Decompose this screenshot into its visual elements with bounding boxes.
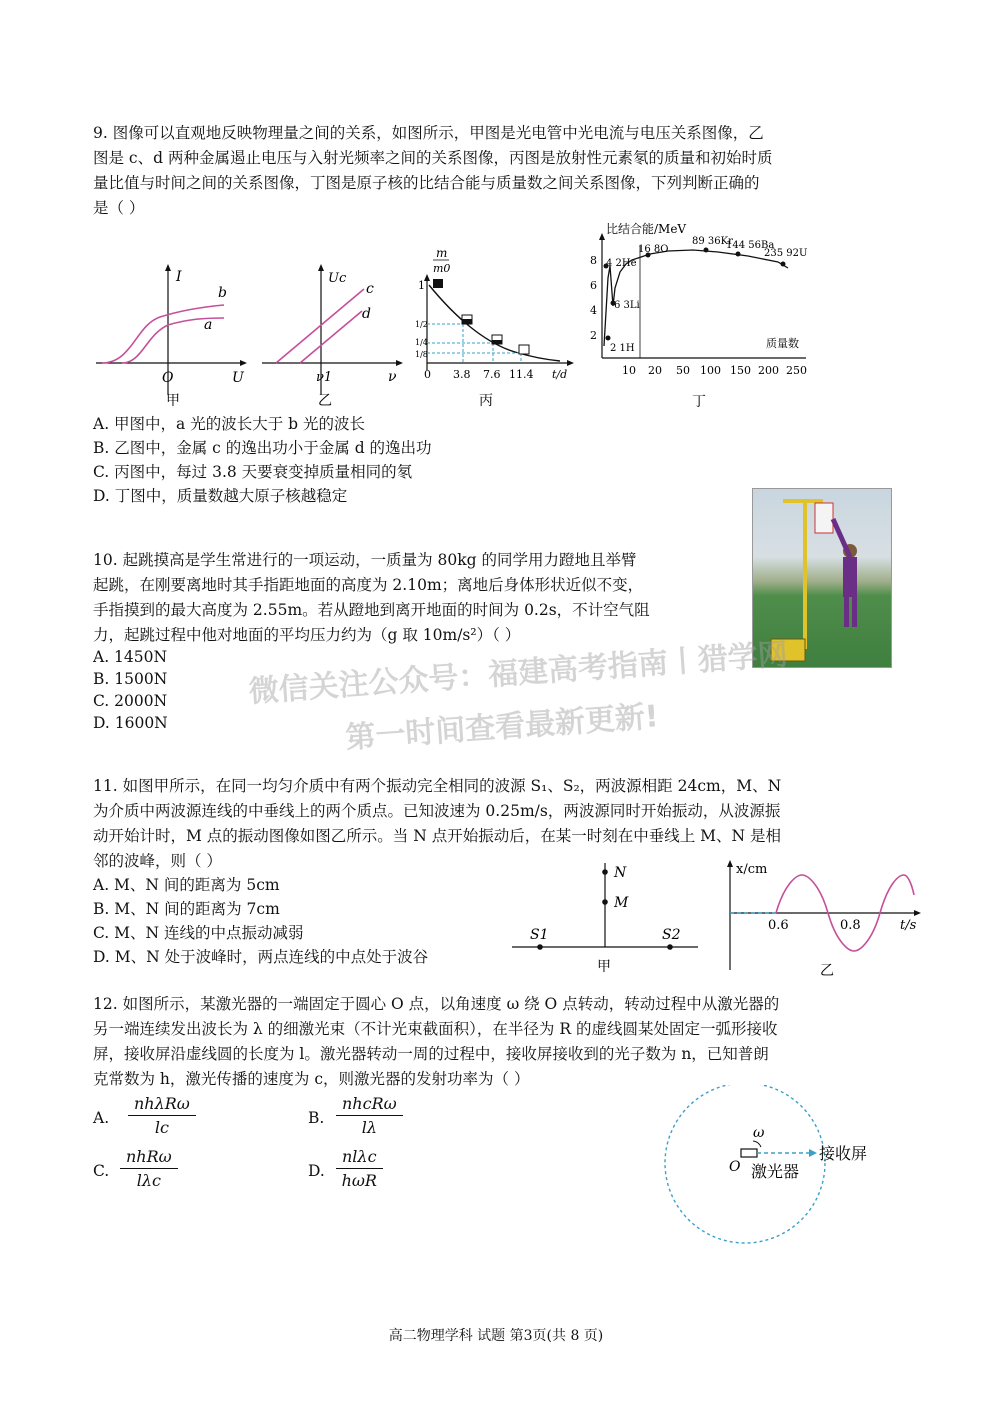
q10-line: 手指摸到的最大高度为 2.55m。若从蹬地到离开地面的时间为 0.2s，不计空气阻 bbox=[93, 601, 650, 619]
q9-figure-yi bbox=[258, 255, 408, 410]
q9-line: 量比值与时间之间的关系图像，丁图是原子核的比结合能与质量数之间关系图像，下列判断正确的 bbox=[93, 174, 760, 192]
wave-source-s2: S2 bbox=[662, 927, 681, 943]
q12-option-c-label: C. bbox=[93, 1162, 110, 1180]
q10-option-c: C. 2000N bbox=[93, 692, 168, 710]
ding-y-tick: 4 bbox=[590, 304, 597, 317]
laser-label: 激光器 bbox=[751, 1162, 800, 1181]
bing-x-tick: 3.8 bbox=[453, 368, 471, 381]
ding-y-tick: 6 bbox=[590, 279, 597, 292]
ding-nuclide: 89 36Kr bbox=[692, 236, 733, 247]
ding-x-tick: 250 bbox=[786, 364, 807, 377]
bing-y1: 1 bbox=[418, 279, 425, 292]
q11-figure-yi bbox=[718, 855, 923, 980]
yi-y-label: Uc bbox=[328, 271, 347, 286]
jia-x-label: U bbox=[232, 370, 244, 386]
jia-origin: O bbox=[162, 370, 174, 386]
q11-option-a: A. M、N 间的距离为 5cm bbox=[93, 876, 280, 894]
yi-line-c: c bbox=[366, 281, 374, 297]
q11-yi-t1: 0.6 bbox=[768, 918, 789, 933]
ding-nuclide: 4 2He bbox=[606, 258, 637, 269]
q11-yi-caption: 乙 bbox=[820, 963, 834, 979]
yi-v1: ν1 bbox=[316, 370, 333, 385]
q12-line: 12. 如图所示，某激光器的一端固定于圆心 O 点，以角速度 ω 绕 O 点转动，转动过程中从激光器的 bbox=[93, 995, 780, 1013]
ding-y-tick: 8 bbox=[590, 254, 597, 267]
bing-y-den: m0 bbox=[433, 262, 451, 275]
wave-point-m: M bbox=[614, 895, 629, 911]
bing-y-eighth: 1/8 bbox=[415, 350, 428, 359]
q12-laser-figure bbox=[655, 1085, 895, 1260]
ding-nuclide: 16 8O bbox=[638, 244, 669, 255]
q12-line: 克常数为 h，激光传播的速度为 c，则激光器的发射功率为（ ） bbox=[93, 1070, 530, 1088]
ding-nuclide: 2 1H bbox=[610, 343, 635, 354]
q9-figure-bing bbox=[415, 245, 580, 410]
q10-option-a: A. 1450N bbox=[93, 648, 168, 666]
q12-option-c-fraction: nhRω lλc bbox=[120, 1147, 178, 1190]
q12-option-a-fraction: nhλRω lc bbox=[128, 1094, 196, 1137]
center-label: O bbox=[729, 1159, 741, 1175]
screen-label: 接收屏 bbox=[819, 1144, 868, 1163]
ding-nuclide: 235 92U bbox=[764, 248, 808, 259]
q12-line: 屏，接收屏沿虚线圆的长度为 l。激光器转动一周的过程中，接收屏接收到的光子数为 n，已知普朗 bbox=[93, 1045, 769, 1063]
q12-option-d-fraction: nlλc hωR bbox=[336, 1147, 383, 1190]
q9-option-a: A. 甲图中，a 光的波长大于 b 光的波长 bbox=[93, 415, 365, 433]
wave-source-s1: S1 bbox=[530, 927, 549, 943]
laser-icon bbox=[741, 1149, 757, 1157]
q9-option-b: B. 乙图中，金属 c 的逸出功小于金属 d 的逸出功 bbox=[93, 439, 432, 457]
ding-x-label: 质量数 bbox=[766, 337, 799, 350]
q11-line: 动开始计时，M 点的振动图像如图乙所示。当 N 点开始振动后，在某一时刻在中垂线上 M、N 是相 bbox=[93, 827, 782, 845]
yi-line-d: d bbox=[362, 306, 371, 322]
q11-line: 11. 如图甲所示，在同一均匀介质中有两个振动完全相同的波源 S₁、S₂，两波源相距 24cm，M、N bbox=[93, 777, 782, 795]
bing-x-label: t/d bbox=[552, 368, 568, 381]
page-footer: 高二物理学科 试题 第3页(共 8 页) bbox=[388, 1328, 604, 1344]
watermark-line1: 微信关注公众号：福建高考指南丨猎学网 bbox=[247, 637, 789, 710]
ding-nuclide: 144 56Ba bbox=[726, 240, 775, 251]
q11-figure-jia bbox=[508, 855, 703, 975]
q9-figure-ding bbox=[588, 218, 813, 413]
bing-y-half: 1/2 bbox=[415, 320, 428, 329]
ding-x-tick: 20 bbox=[648, 364, 662, 377]
ding-x-tick: 10 bbox=[622, 364, 636, 377]
jia-curve-a: a bbox=[204, 317, 213, 333]
q11-option-c: C. M、N 连线的中点振动减弱 bbox=[93, 924, 304, 942]
q10-line: 起跳，在刚要离地时其手指距地面的高度为 2.10m；离地后身体形状近似不变， bbox=[93, 576, 644, 594]
bing-x-tick: 0 bbox=[424, 368, 431, 381]
dashed-circle bbox=[665, 1085, 825, 1243]
ding-x-tick: 100 bbox=[700, 364, 721, 377]
q9-line: 9. 图像可以直观地反映物理量之间的关系，如图所示，甲图是光电管中光电流与电压关系图像，乙 bbox=[93, 124, 764, 142]
q11-line: 邻的波峰，则（ ） bbox=[93, 852, 222, 870]
ding-x-tick: 200 bbox=[758, 364, 779, 377]
ding-y-label: 比结合能/MeV bbox=[606, 222, 687, 236]
jia-y-label: I bbox=[176, 269, 182, 285]
q12-option-d-label: D. bbox=[308, 1162, 325, 1180]
watermark-line2: 第一时间查看最新更新! bbox=[344, 699, 660, 756]
q12-line: 另一端连续发出波长为 λ 的细激光束（不计光束截面积），在半径为 R 的虚线圆某处固定一弧形接收 bbox=[93, 1020, 778, 1038]
ding-x-tick: 50 bbox=[676, 364, 690, 377]
q9-option-d: D. 丁图中，质量数越大原子核越稳定 bbox=[93, 487, 348, 505]
q10-line: 10. 起跳摸高是学生常进行的一项运动，一质量为 80kg 的同学用力蹬地且举臂 bbox=[93, 551, 637, 569]
ding-x-tick: 150 bbox=[730, 364, 751, 377]
bing-caption: 丙 bbox=[479, 393, 493, 409]
jia-caption: 甲 bbox=[166, 393, 180, 409]
bing-y-quarter: 1/4 bbox=[415, 338, 428, 347]
q12-option-a-label: A. bbox=[93, 1109, 110, 1127]
q9-figure-jia bbox=[92, 255, 252, 410]
q12-option-b-label: B. bbox=[308, 1109, 325, 1127]
yi-x-label: ν bbox=[388, 369, 397, 385]
q11-jia-caption: 甲 bbox=[597, 959, 611, 975]
q9-line: 图是 c、d 两种金属遏止电压与入射光频率之间的关系图像，丙图是放射性元素氡的质量和初始时质 bbox=[93, 149, 773, 167]
q10-line: 力，起跳过程中他对地面的平均压力约为（g 取 10m/s²）（ ） bbox=[93, 626, 521, 644]
decay-sample-full bbox=[433, 279, 443, 288]
q11-yi-x-label: t/s bbox=[900, 918, 917, 933]
q11-option-b: B. M、N 间的距离为 7cm bbox=[93, 900, 280, 918]
q11-yi-y-label: x/cm bbox=[736, 862, 768, 877]
q9-option-c: C. 丙图中，每过 3.8 天要衰变掉质量相同的氡 bbox=[93, 463, 413, 481]
bing-x-tick: 7.6 bbox=[483, 368, 501, 381]
q11-yi-t2: 0.8 bbox=[840, 918, 861, 933]
q11-line: 为介质中两波源连线的中垂线上的两个质点。已知波速为 0.25m/s，两波源同时开始振动，从波源振 bbox=[93, 802, 781, 820]
q9-line: 是（ ） bbox=[93, 199, 145, 217]
wave-point-n: N bbox=[614, 865, 627, 881]
jia-curve-b: b bbox=[218, 285, 227, 301]
ding-nuclide: 6 3Li bbox=[614, 300, 640, 311]
yi-caption: 乙 bbox=[318, 393, 332, 409]
q11-option-d: D. M、N 处于波峰时，两点连线的中点处于波谷 bbox=[93, 948, 429, 966]
bing-y-num: m bbox=[436, 246, 448, 260]
bing-x-tick: 11.4 bbox=[509, 368, 534, 381]
q12-option-b-fraction: nhcRω lλ bbox=[336, 1094, 403, 1137]
q10-option-b: B. 1500N bbox=[93, 670, 168, 688]
q10-option-d: D. 1600N bbox=[93, 714, 168, 732]
ding-y-tick: 2 bbox=[590, 329, 597, 342]
omega-label: ω bbox=[753, 1125, 765, 1141]
ding-caption: 丁 bbox=[692, 394, 706, 410]
